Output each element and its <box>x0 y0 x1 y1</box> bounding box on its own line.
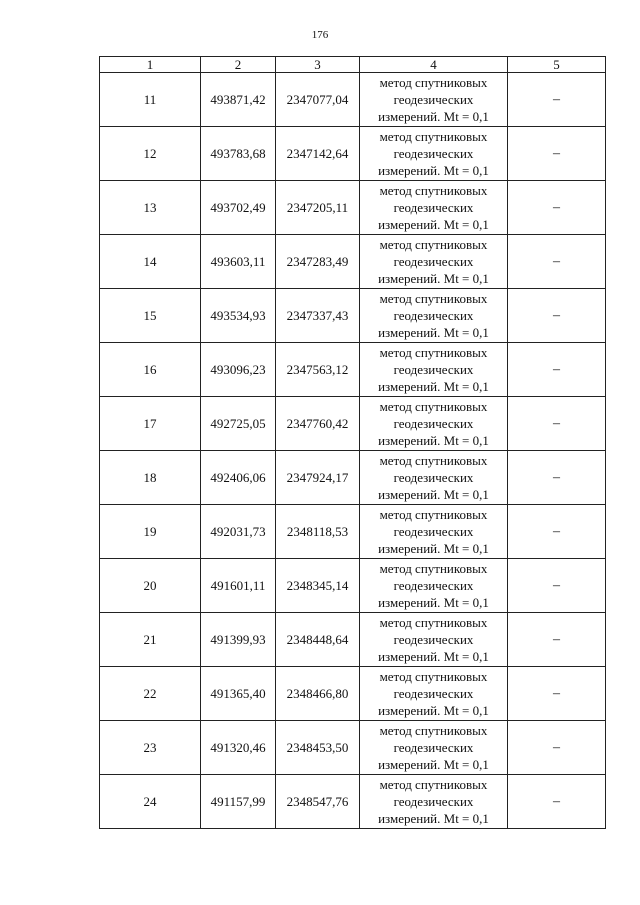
coordinate-x: 491601,11 <box>201 559 276 613</box>
table-row <box>100 343 606 397</box>
column-header-1: 1 <box>100 57 201 73</box>
point-number: 12 <box>100 127 201 181</box>
method-description <box>360 667 508 721</box>
method-line: измерений. Mt = 0,1 <box>378 271 489 286</box>
method-line: геодезических <box>393 524 474 539</box>
column-header-5: 5 <box>508 57 606 73</box>
coordinate-x: 493702,49 <box>201 181 276 235</box>
coordinate-y: 2347283,49 <box>276 235 360 289</box>
method-line: измерений. Mt = 0,1 <box>378 649 489 664</box>
note-dash: – <box>508 721 606 775</box>
point-number: 24 <box>100 775 201 829</box>
note-dash: – <box>508 343 606 397</box>
table-row <box>100 397 606 451</box>
method-line: метод спутниковых <box>379 75 488 90</box>
method-line: геодезических <box>393 578 474 593</box>
coordinate-y: 2347563,12 <box>276 343 360 397</box>
method-line: измерений. Mt = 0,1 <box>378 325 489 340</box>
note-dash: – <box>508 289 606 343</box>
coordinate-x: 491320,46 <box>201 721 276 775</box>
column-header-4: 4 <box>360 57 508 73</box>
table-row <box>100 559 606 613</box>
coordinate-x: 491157,99 <box>201 775 276 829</box>
method-line: метод спутниковых <box>379 291 488 306</box>
method-line: метод спутниковых <box>379 723 488 738</box>
method-line: метод спутниковых <box>379 399 488 414</box>
note-dash: – <box>508 775 606 829</box>
method-line: геодезических <box>393 470 474 485</box>
method-line: измерений. Mt = 0,1 <box>378 109 489 124</box>
method-line: метод спутниковых <box>379 561 488 576</box>
point-number: 13 <box>100 181 201 235</box>
table-row <box>100 181 606 235</box>
method-line: измерений. Mt = 0,1 <box>378 757 489 772</box>
method-description <box>360 559 508 613</box>
method-description <box>360 343 508 397</box>
coordinate-x: 492031,73 <box>201 505 276 559</box>
method-line: метод спутниковых <box>379 615 488 630</box>
method-line: геодезических <box>393 308 474 323</box>
coordinate-x: 493603,11 <box>201 235 276 289</box>
table-row <box>100 613 606 667</box>
method-description <box>360 451 508 505</box>
method-line: измерений. Mt = 0,1 <box>378 487 489 502</box>
note-dash: – <box>508 505 606 559</box>
coordinate-y: 2347205,11 <box>276 181 360 235</box>
table-row <box>100 667 606 721</box>
method-line: геодезических <box>393 416 474 431</box>
table-row <box>100 235 606 289</box>
coordinate-x: 491365,40 <box>201 667 276 721</box>
point-number: 20 <box>100 559 201 613</box>
coordinate-y: 2347924,17 <box>276 451 360 505</box>
method-description <box>360 181 508 235</box>
coordinate-x: 493871,42 <box>201 73 276 127</box>
coordinate-x: 491399,93 <box>201 613 276 667</box>
point-number: 22 <box>100 667 201 721</box>
table-row <box>100 289 606 343</box>
method-line: метод спутниковых <box>379 507 488 522</box>
table-row <box>100 721 606 775</box>
method-line: метод спутниковых <box>379 129 488 144</box>
coordinate-y: 2348448,64 <box>276 613 360 667</box>
coordinate-x: 492406,06 <box>201 451 276 505</box>
method-line: метод спутниковых <box>379 669 488 684</box>
method-description <box>360 235 508 289</box>
column-header-3: 3 <box>276 57 360 73</box>
page-number: 176 <box>311 29 329 41</box>
method-line: геодезических <box>393 146 474 161</box>
point-number: 17 <box>100 397 201 451</box>
point-number: 18 <box>100 451 201 505</box>
note-dash: – <box>508 397 606 451</box>
method-description <box>360 73 508 127</box>
method-line: измерений. Mt = 0,1 <box>378 703 489 718</box>
method-line: измерений. Mt = 0,1 <box>378 811 489 826</box>
method-line: геодезических <box>393 92 474 107</box>
method-line: измерений. Mt = 0,1 <box>378 595 489 610</box>
method-line: геодезических <box>393 362 474 377</box>
point-number: 11 <box>100 73 201 127</box>
method-description <box>360 775 508 829</box>
note-dash: – <box>508 613 606 667</box>
table-row <box>100 775 606 829</box>
coordinate-x: 493783,68 <box>201 127 276 181</box>
method-line: измерений. Mt = 0,1 <box>378 433 489 448</box>
method-line: геодезических <box>393 794 474 809</box>
method-line: геодезических <box>393 632 474 647</box>
coordinate-y: 2347760,42 <box>276 397 360 451</box>
table-body <box>100 73 606 829</box>
point-number: 14 <box>100 235 201 289</box>
coordinate-y: 2347142,64 <box>276 127 360 181</box>
point-number: 19 <box>100 505 201 559</box>
note-dash: – <box>508 451 606 505</box>
note-dash: – <box>508 559 606 613</box>
table-row <box>100 127 606 181</box>
coordinate-y: 2348345,14 <box>276 559 360 613</box>
method-line: метод спутниковых <box>379 777 488 792</box>
coordinate-y: 2348118,53 <box>276 505 360 559</box>
point-number: 15 <box>100 289 201 343</box>
method-line: измерений. Mt = 0,1 <box>378 379 489 394</box>
method-description <box>360 289 508 343</box>
point-number: 23 <box>100 721 201 775</box>
method-line: геодезических <box>393 254 474 269</box>
method-line: измерений. Mt = 0,1 <box>378 217 489 232</box>
method-description <box>360 127 508 181</box>
method-description <box>360 397 508 451</box>
note-dash: – <box>508 181 606 235</box>
note-dash: – <box>508 235 606 289</box>
method-line: измерений. Mt = 0,1 <box>378 541 489 556</box>
note-dash: – <box>508 73 606 127</box>
point-number: 21 <box>100 613 201 667</box>
point-number: 16 <box>100 343 201 397</box>
column-header-2: 2 <box>201 57 276 73</box>
table-row <box>100 451 606 505</box>
coordinate-y: 2347077,04 <box>276 73 360 127</box>
coordinate-x: 492725,05 <box>201 397 276 451</box>
method-description <box>360 721 508 775</box>
method-line: метод спутниковых <box>379 183 488 198</box>
coordinates-table <box>99 56 606 829</box>
table-header-row <box>100 57 606 73</box>
coordinate-y: 2347337,43 <box>276 289 360 343</box>
method-line: метод спутниковых <box>379 237 488 252</box>
method-description <box>360 505 508 559</box>
method-line: измерений. Mt = 0,1 <box>378 163 489 178</box>
note-dash: – <box>508 667 606 721</box>
coordinate-x: 493534,93 <box>201 289 276 343</box>
note-dash: – <box>508 127 606 181</box>
method-line: геодезических <box>393 740 474 755</box>
table-row <box>100 505 606 559</box>
method-line: геодезических <box>393 686 474 701</box>
table-row <box>100 73 606 127</box>
method-line: метод спутниковых <box>379 345 488 360</box>
coordinate-x: 493096,23 <box>201 343 276 397</box>
method-description <box>360 613 508 667</box>
coordinate-y: 2348466,80 <box>276 667 360 721</box>
method-line: метод спутниковых <box>379 453 488 468</box>
coordinate-y: 2348453,50 <box>276 721 360 775</box>
coordinate-y: 2348547,76 <box>276 775 360 829</box>
method-line: геодезических <box>393 200 474 215</box>
